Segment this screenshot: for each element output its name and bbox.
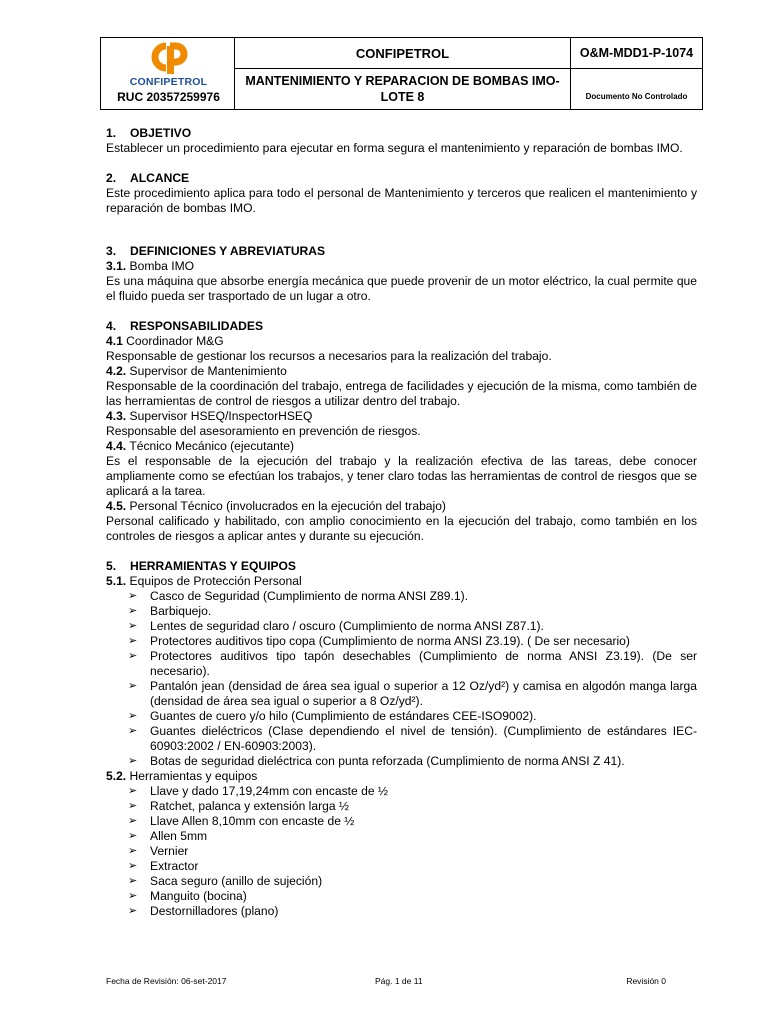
- list-item: ➢ Destornilladores (plano): [128, 904, 279, 918]
- list-item: ➢ Ratchet, palanca y extensión larga ½: [128, 799, 349, 813]
- responsibility-supervisor-mantenimiento: Responsable de la coordinación del trabajo, entrega de facilidades y ejecución de la misma, como también de las herramientas de control de riesgos a utilizar dentro del trabajo.: [106, 379, 697, 408]
- section-text-objetivo: Establecer un procedimiento para ejecutar en forma segura el mantenimiento y reparación de bombas IMO.: [106, 141, 683, 155]
- list-item: ➢ Lentes de seguridad claro / oscuro (Cumplimiento de norma ANSI Z87.1).: [128, 619, 544, 633]
- list-item: ➢ Manguito (bocina): [128, 889, 247, 903]
- list-item: ➢ Botas de seguridad dieléctrica con punta reforzada (Cumplimiento de norma ANSI Z 41).: [128, 754, 625, 768]
- list-item: ➢ Barbiquejo.: [128, 604, 212, 618]
- section-heading-responsabilidades: 4. RESPONSABILIDADES: [106, 319, 264, 333]
- arrow-bullet-icon: ➢: [128, 830, 138, 842]
- arrow-bullet-icon: ➢: [128, 785, 138, 797]
- section-heading-alcance: 2. ALCANCE: [106, 171, 190, 185]
- document-header: [100, 37, 703, 110]
- list-item: ➢ Protectores auditivos tipo tapón desechables (Cumplimiento de norma ANSI Z3.19). (De ser necesario).: [128, 649, 697, 678]
- list-item: ➢ Pantalón jean (densidad de área sea igual o superior a 12 Oz/yd²) y camisa en algodón manga larga (densidad de área sea igual o superior a 8 Oz/yd²).: [128, 679, 697, 708]
- section-text-alcance: Este procedimiento aplica para todo el personal de Mantenimiento y terceros que realicen el mantenimiento y reparación de bombas IMO.: [106, 186, 697, 215]
- document-code: O&M-MDD1-P-1074: [570, 37, 703, 69]
- arrow-bullet-icon: ➢: [128, 845, 138, 857]
- revision-date: Fecha de Revisión: 06-set-2017: [106, 976, 227, 986]
- list-item: ➢ Extractor: [128, 859, 199, 873]
- document-status: Documento No Controlado: [570, 68, 703, 110]
- revision-number: Revisión 0: [626, 976, 666, 986]
- list-item: ➢ Casco de Seguridad (Cumplimiento de norma ANSI Z89.1).: [128, 589, 468, 603]
- subsection-coordinador: 4.1 Coordinador M&G: [106, 334, 224, 348]
- epp-list: [106, 589, 697, 769]
- list-item: ➢ Saca seguro (anillo de sujeción): [128, 874, 323, 888]
- logo-cell: [100, 37, 235, 110]
- arrow-bullet-icon: ➢: [128, 620, 138, 632]
- ruc-number: RUC 20357259976: [117, 90, 220, 104]
- arrow-bullet-icon: ➢: [128, 635, 138, 647]
- subsection-herramientas: 5.2. Herramientas y equipos: [106, 769, 258, 783]
- arrow-bullet-icon: ➢: [128, 860, 138, 872]
- subsection-bomba-imo: 3.1. Bomba IMO: [106, 259, 195, 273]
- subsection-tecnico-mecanico: 4.4. Técnico Mecánico (ejecutante): [106, 439, 295, 453]
- responsibility-personal-tecnico: Personal calificado y habilitado, con amplio conocimiento en la ejecución del trabajo, como también en los controles de riesgos a aplicar antes y durante su ejecución.: [106, 514, 697, 543]
- arrow-bullet-icon: ➢: [128, 605, 138, 617]
- list-item: ➢ Llave y dado 17,19,24mm con encaste de ½: [128, 784, 389, 798]
- list-item: ➢ Llave Allen 8,10mm con encaste de ½: [128, 814, 355, 828]
- section-heading-definiciones: 3. DEFINICIONES Y ABREVIATURAS: [106, 244, 326, 258]
- list-item: ➢ Allen 5mm: [128, 829, 208, 843]
- list-item: ➢ Guantes dieléctricos (Clase dependiendo el nivel de tensión). (Cumplimiento de estándares IEC-60903:2002 / EN-60903:2003).: [128, 724, 697, 753]
- subsection-personal-tecnico: 4.5. Personal Técnico (involucrados en la ejecución del trabajo): [106, 499, 446, 513]
- page-number: Pág. 1 de 11: [375, 976, 423, 986]
- logo-name: CONFIPETROL: [129, 76, 208, 88]
- arrow-bullet-icon: ➢: [128, 650, 138, 662]
- document-title: MANTENIMIENTO Y REPARACION DE BOMBAS IMO- LOTE 8: [234, 68, 571, 110]
- section-heading-objetivo: 1. OBJETIVO: [106, 126, 192, 140]
- subsection-supervisor-mantenimiento: 4.2. Supervisor de Mantenimiento: [106, 364, 287, 378]
- confipetrol-logo-icon: [148, 42, 188, 76]
- arrow-bullet-icon: ➢: [128, 755, 138, 767]
- document-body: [106, 126, 697, 919]
- arrow-bullet-icon: ➢: [128, 800, 138, 812]
- company-name: CONFIPETROL: [234, 37, 571, 69]
- tools-list: [106, 784, 697, 919]
- arrow-bullet-icon: ➢: [128, 680, 138, 692]
- definition-bomba-imo: Es una máquina que absorbe energía mecánica que puede provenir de un motor eléctrico, la cual permite que el fluido pueda ser trasportado de un lugar a otro.: [106, 274, 697, 303]
- list-item: ➢ Guantes de cuero y/o hilo (Cumplimiento de estándares CEE-ISO9002).: [128, 709, 537, 723]
- list-item: ➢ Vernier: [128, 844, 189, 858]
- arrow-bullet-icon: ➢: [128, 710, 138, 722]
- arrow-bullet-icon: ➢: [128, 725, 138, 737]
- responsibility-coordinador: Responsable de gestionar los recursos a necesarios para la realización del trabajo.: [106, 349, 552, 363]
- section-heading-herramientas: 5. HERRAMIENTAS Y EQUIPOS: [106, 559, 296, 573]
- arrow-bullet-icon: ➢: [128, 815, 138, 827]
- subsection-supervisor-hseq: 4.3. Supervisor HSEQ/InspectorHSEQ: [106, 409, 313, 423]
- list-item: ➢ Protectores auditivos tipo copa (Cumplimiento de norma ANSI Z3.19). ( De ser necesario): [128, 634, 630, 648]
- arrow-bullet-icon: ➢: [128, 590, 138, 602]
- arrow-bullet-icon: ➢: [128, 890, 138, 902]
- responsibility-supervisor-hseq: Responsable del asesoramiento en prevención de riesgos.: [106, 424, 421, 438]
- responsibility-tecnico-mecanico: Es el responsable de la ejecución del trabajo y la realización efectiva de las tareas, debe conocer ampliamente como se efectúan los trabajos, y tener claro todas las herramientas de control de riesgos que se aplicará a la tarea.: [106, 454, 697, 498]
- subsection-epp: 5.1. Equipos de Protección Personal: [106, 574, 302, 588]
- arrow-bullet-icon: ➢: [128, 875, 138, 887]
- arrow-bullet-icon: ➢: [128, 905, 138, 917]
